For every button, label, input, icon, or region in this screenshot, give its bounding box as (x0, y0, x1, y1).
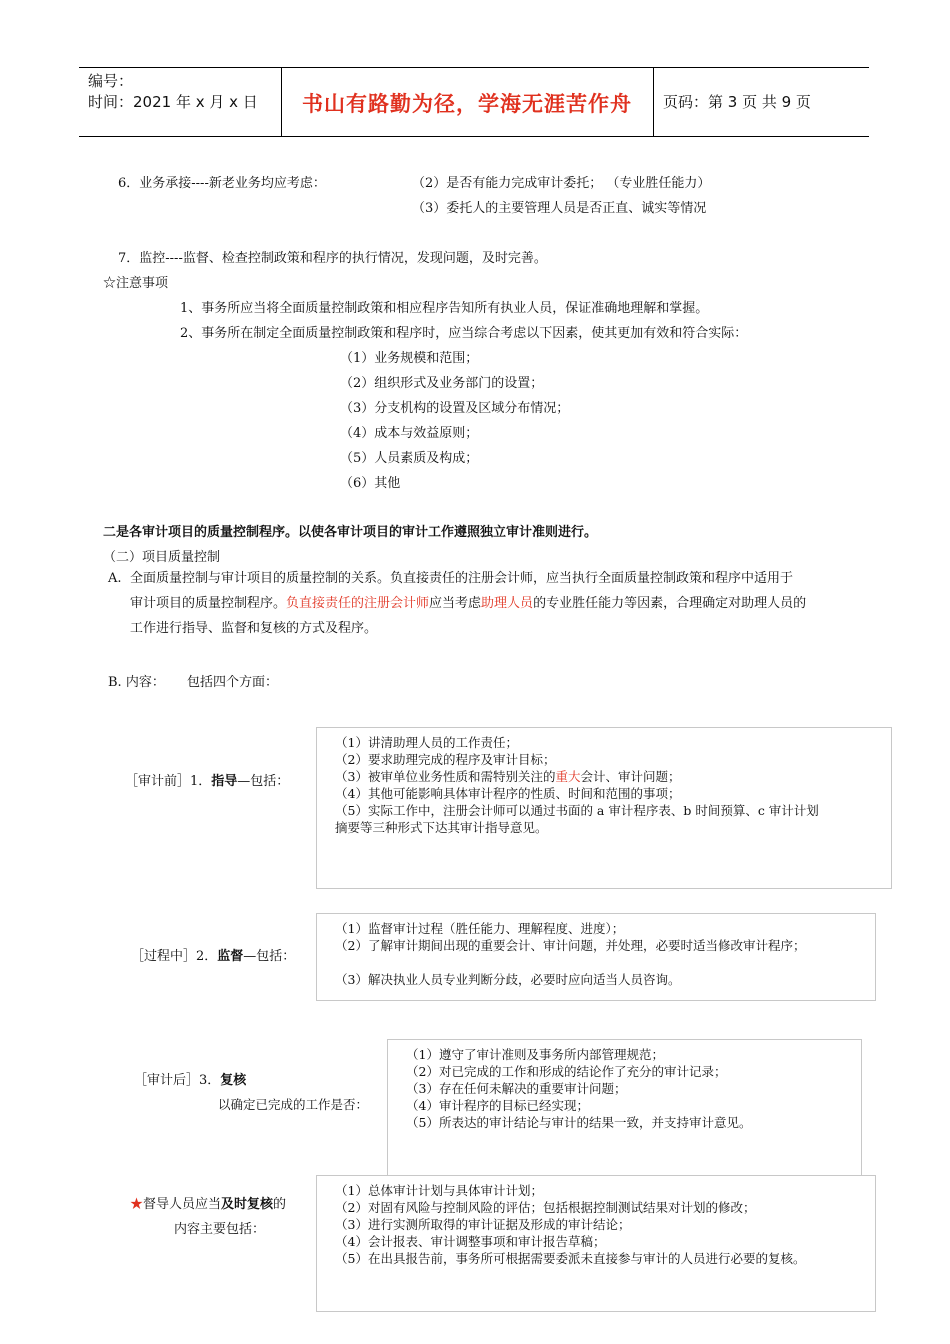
guide-box (316, 727, 892, 889)
timely-line: （4）会计报表、审计调整事项和审计报告草稿； (335, 1234, 606, 1249)
text-span: 应当考虑 (429, 596, 482, 611)
bold-text: 复核 (220, 1073, 247, 1088)
header-motto: 书山有路勤为径，学海无涯苦作舟 (302, 92, 632, 116)
text-span: （3）被审单位业务性质和需特别关注的 (335, 769, 556, 784)
review-box (387, 1039, 862, 1176)
review-line: （2）对已完成的工作和形成的结论作了充分的审计记录； (406, 1064, 727, 1079)
supervise-line: （1）监督审计过程（胜任能力、理解程度、进度）； (335, 921, 625, 936)
star-icon: ★ (130, 1197, 144, 1212)
item-a-label: A. (108, 571, 122, 586)
header-divider (653, 68, 654, 136)
review-line: （5）所表达的审计结论与审计的结果一致，并支持审计意见。 (406, 1115, 752, 1130)
factor-item: （2）组织形式及业务部门的设置； (340, 376, 544, 391)
factor-item: （1）业务规模和范围； (340, 351, 479, 366)
text-span: —包括： (237, 774, 290, 789)
text-span: 的专业胜任能力等因素，合理确定对助理人员的 (533, 596, 807, 611)
highlight-text: 重大 (555, 769, 581, 784)
supervise-lines (335, 920, 805, 988)
timely-line: （3）进行实测所取得的审计证据及形成的审计结论； (335, 1217, 631, 1232)
timely-line: （1）总体审计计划与具体审计计划； (335, 1183, 543, 1198)
factor-item: （6）其他 (340, 476, 401, 491)
factor-item: （4）成本与效益原则； (340, 426, 479, 441)
bold-text: 监督 (217, 949, 244, 964)
text-span: 会计、审计问题； (580, 769, 681, 784)
guide-line: （5）实际工作中，注册会计师可以通过书面的 a 审计程序表、b 时间预算、c 审计计划 (335, 803, 819, 818)
review-line: （4）审计程序的目标已经实现； (406, 1098, 589, 1113)
guide-line: （4）其他可能影响具体审计程序的性质、时间和范围的事项； (335, 786, 681, 801)
factor-item: （3）分支机构的设置及区域分布情况； (340, 401, 570, 416)
section-6-item-3: （3）委托人的主要管理人员是否正直、诚实等情况 (412, 201, 707, 216)
text-span: 审计项目的质量控制程序。 (130, 596, 287, 611)
notes-title: ☆注意事项 (103, 276, 169, 291)
highlight-text: 助理人员 (481, 596, 534, 611)
number-label: 编号： (88, 72, 134, 90)
timely-lines (335, 1182, 805, 1267)
timely-box (316, 1175, 876, 1312)
bold-text: 及时复核 (221, 1197, 274, 1212)
guide-lines (335, 734, 819, 836)
review-label (134, 1069, 246, 1088)
timely-label-line2: 内容主要包括： (174, 1222, 266, 1237)
guide-line: （2）要求助理完成的程序及审计目标； (335, 752, 556, 767)
page-number: 页码：第 3 页 共 9 页 (663, 93, 811, 111)
highlight-text: 负直接责任的注册会计师 (286, 596, 430, 611)
part2-subheading: （二）项目质量控制 (103, 550, 221, 565)
review-lines (406, 1046, 751, 1131)
text-span: 督导人员应当 (143, 1197, 222, 1212)
item-b-text: 包括四个方面： (187, 675, 279, 690)
section-6-title: 6．业务承接----新老业务均应考虑： (118, 176, 326, 191)
guide-label (125, 770, 289, 789)
timely-label (130, 1193, 286, 1212)
supervise-line: （3）解决执业人员专业判断分歧，必要时应向适当人员咨询。 (335, 972, 681, 987)
review-line: （1）遵守了审计准则及事务所内部管理规范； (406, 1047, 664, 1062)
blank-line (335, 954, 805, 971)
text-span: 的 (273, 1197, 287, 1212)
supervise-box (316, 913, 876, 1001)
supervise-line: （2）了解审计期间出现的重要会计、审计问题，并处理，必要时适当修改审计程序； (335, 938, 806, 953)
date-label: 时间：2021 年 x 月 x 日 (88, 93, 258, 111)
review-line: （3）存在任何未解决的重要审计问题； (406, 1081, 627, 1096)
item-a-paragraph (130, 566, 880, 641)
part2-heading: 二是各审计项目的质量控制程序。以使各审计项目的审计工作遵照独立审计准则进行。 (103, 525, 598, 540)
section-7-text: 7．监控----监督、检查控制政策和程序的执行情况，发现问题，及时完善。 (118, 251, 547, 266)
item-a-line (130, 591, 880, 616)
review-sub: 以确定已完成的工作是否： (218, 1097, 369, 1112)
text-span: ［过程中］2． (131, 949, 218, 964)
page-header (79, 67, 869, 137)
text-span: ［审计后］3． (134, 1073, 221, 1088)
guide-line: （1）讲清助理人员的工作责任； (335, 735, 518, 750)
item-a-line: 工作进行指导、监督和复核的方式及程序。 (130, 621, 378, 636)
timely-line: （2）对固有风险与控制风险的评估；包括根据控制测试结果对计划的修改； (335, 1200, 756, 1215)
text-span: —包括： (243, 949, 296, 964)
guide-line (335, 768, 819, 785)
header-meta (88, 71, 258, 113)
item-a-line: 全面质量控制与审计项目的质量控制的关系。负直接责任的注册会计师，应当执行全面质量控制政策和程序中适用于 (130, 571, 794, 586)
item-b-label: B. 内容： (108, 675, 165, 690)
supervise-label (131, 945, 295, 964)
guide-line: 摘要等三种形式下达其审计指导意见。 (335, 820, 548, 835)
text-span: ［审计前］1． (125, 774, 212, 789)
timely-line: （5）在出具报告前，事务所可根据需要委派未直接参与审计的人员进行必要的复核。 (335, 1251, 806, 1266)
section-6-item-2: （2）是否有能力完成审计委托； （专业胜任能力） (412, 176, 711, 191)
bold-text: 指导 (211, 774, 238, 789)
notes-item-1: 1、事务所应当将全面质量控制政策和相应程序告知所有执业人员，保证准确地理解和掌握。 (180, 301, 709, 316)
notes-item-2: 2、事务所在制定全面质量控制政策和程序时，应当综合考虑以下因素，使其更加有效和符合实际： (180, 326, 748, 341)
factor-item: （5）人员素质及构成； (340, 451, 479, 466)
